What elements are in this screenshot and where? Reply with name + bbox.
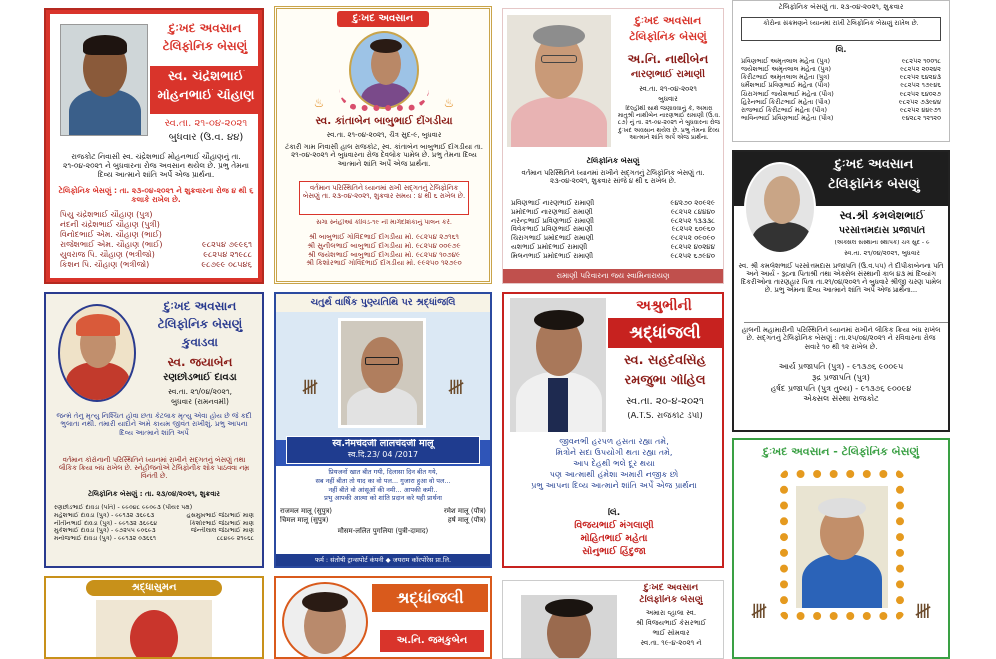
deceased-name: સ્વ.શ્રી કમલેશભાઈ (839, 210, 925, 222)
village-name: કુવાડવા (182, 336, 218, 349)
ad-title: દુઃખદ અવસાન (643, 583, 699, 593)
contact-text: ૯૮૨૫૨ ૭૩૯૪૪ (898, 97, 941, 106)
contact-row (50, 535, 258, 543)
contact-list (507, 199, 719, 260)
text-line: સોનુભાઈ હિંદુજા (582, 545, 646, 557)
memorial-quote: જન્મે તેનુ મૃત્યુ નિશ્ચિત હોવા છતા કેટલાક મૃત્યુ એવા હોય છે જે કદી ભુલાતા નથી. તમારી યાદોને અમે કાયમ જીવંત રાખીશું. પ્રભુ આપના દિવ્ય આત્માને શાંતિ અર્પે (56, 412, 252, 437)
contact-text: ૯૪૨૭૦ ૨૦૯૨૯ (670, 199, 715, 207)
contact-row (56, 240, 256, 250)
text-line: જીવનભી હરપળ હસતા રહ્યા તમે, (559, 436, 669, 446)
ad-footer: રામાણી પરિવારના જય સ્વામિનારાયણ (556, 271, 670, 280)
covid-note: સગા સ્નેહીઓ કોવિડ-૧૯ ની માર્ગદર્શિકાનું પાલન કરે. (316, 219, 452, 226)
contact-row (507, 225, 719, 234)
name-banner (380, 630, 484, 652)
memorial-poem (508, 436, 720, 491)
ad-title: શ્રદ્ધાસુમન (131, 582, 177, 593)
contact-text: ૯૮૨૫૨ ૪૦૨૪૪ (670, 242, 715, 251)
deceased-name: અ.નિ. નાથીબેન (627, 53, 709, 66)
portrait-photo (60, 24, 148, 136)
title-banner (86, 580, 222, 596)
deceased-surname: રમજુભા ગોહિલ (624, 374, 706, 388)
contact-text: ૯૮૨૫૨ ૬૪૨૪૩ (899, 73, 941, 82)
ad-subtitle: ટેલિફોનિક બેસણું (157, 318, 243, 331)
contact-row (737, 98, 945, 106)
contact-text: હસમુખભાઈ જેઠાભાઈ માણ (186, 511, 254, 519)
portrait-photo (507, 15, 611, 147)
besanu-notice: વર્તમાન કોરોનાની પરિસ્થિતિને ધ્યાનમાં રાખીને સદ્‌ગતનું બેસણું તથા લૌકિક ક્રિયા બંધ રાખેલ છે. સ્નેહીજનોએ ટેલિફોનીક શોક પાઠવવા નમ્ર વિનંતી છે. (58, 456, 250, 481)
obituary-ad-nathiben (502, 8, 724, 284)
contact-text: મહેશભાઈ દાવડા (પુત્ર) - ૯૯૧૩૨ ૩૬૯૬૩ (54, 511, 155, 519)
ad-body-line: અમારા વ્હાલા સ્વ. (645, 609, 697, 617)
contact-list (737, 57, 945, 122)
contact-row (737, 57, 945, 65)
deceased-surname: મોહનભાઈ ચૌહાણ (157, 88, 255, 103)
contact-text: શ્રી કિશોરભાઈ ગોવિંદભાઈ દોંગડીયા મો. ૯૯૨૫૦ ૧૨૭૯૦ (306, 259, 462, 268)
contact-text: કિરીટભાઈ અમૃતલાલ મહેતા (પુત્ર) (741, 73, 830, 82)
text-line: વિજયભાઈ મંગલાણી (574, 520, 654, 531)
obituary-ad-top-right (732, 0, 950, 142)
besanu-notice: વર્તમાન પરિસ્થિતિને ધ્યાનમાં રાખી સદ્‌ગતનું ટેલિફોનિક બેસણું તા. ૨૩-૦૪-૨૦૨૧, શુક્રવાર સમય : ૪ થી ૬ રાખેલ છે. (302, 184, 466, 201)
ad-body-line: ભાઈ સોમવાર (652, 629, 690, 637)
deceased-name: સ્વ. ચંદ્રેશભાઈ (168, 70, 244, 84)
flower-garland (339, 89, 429, 111)
contact-text: ૯૮૭૯૯ ૦૮૫૪૬ (201, 260, 252, 269)
portrait-photo (510, 298, 606, 432)
ad-body-text: દિલ્હીથી સાથે જણાવવાનું કે, અમારા માતુશ્રી નાથીબેન નારણભાઈ રામાણી (ઉ.વ. ૮૭) નું તા. ૨૧-૦૪-૨૦૨૧ ને બુધવારના રોજ દુઃખદ અવસાન થયેલ છે. પ્રભુ તેમના દિવ્ય આત્માને શાંતિ અર્પે એજ પ્રાર્થના. (617, 105, 721, 141)
contact-text: પ્રવિણભાઈ નારણભાઈ રામાણી (511, 199, 595, 207)
contact-text: જેન્તીલાલ જેઠાભાઈ માણ (190, 527, 254, 535)
text-line: પણ આત્માથી હંમેશા અમારી નજીક છો (549, 469, 679, 480)
besanu-notice: ટેલિફોનિક બેસણું તા. ૨૩-૦૪-૨૦૨૧, શુક્રવાર (778, 3, 904, 11)
contact-text: શ્રી જયેશભાઈ બાબુભાઈ દોંગડીયા મો. ૯૮૨૫૪ ૧૦૭૪૯ (307, 250, 461, 259)
deceased-surname: રણછોડભાઈ દાવડા (163, 372, 237, 383)
contact-text: યુવરાજ પિ. ચૌહાણ (ભત્રીજો) (60, 250, 155, 259)
contact-row (276, 516, 490, 525)
incense-icon: 𝍸 (447, 376, 465, 399)
contact-row (737, 114, 945, 122)
contact-row (285, 233, 483, 242)
contact-text: જયેશભાઈ અમૃતલાલ મહેતા (પુત્ર) (741, 65, 832, 74)
ad-header: ચતુર્થ વાર્ષિક પુણ્યતિથિ પર શ્રદ્ધાંજલિ (310, 297, 456, 308)
photo-panel (276, 312, 490, 440)
deceased-surname: પરસોત્તમદાસ પ્રજાપતિ (838, 226, 926, 236)
contact-row (737, 90, 945, 98)
contact-list (738, 362, 944, 405)
ad-title: શ્રદ્ધાંજલી (396, 588, 464, 607)
contact-row (507, 217, 719, 226)
contact-row (56, 220, 256, 230)
contact-row (285, 242, 483, 251)
contact-text: મનોજભાઈ દાવડા (પુત્ર) - ૯૯૧૩૨ ૦૩૬૬૧ (54, 535, 156, 542)
portrait-photo (58, 304, 136, 402)
section-heading: ટેલિફોનિક બેસણું (586, 157, 640, 165)
diya-icon: ♨ (443, 97, 455, 110)
contact-row (50, 504, 258, 512)
contact-row (507, 208, 719, 217)
contact-text: ૯૪૨૮૨ ૧૨૧૨૦ (901, 113, 941, 122)
contact-row (56, 260, 256, 270)
contact-text: ૯૮૨૫૨ ૬૭૯૪૦ (670, 251, 715, 260)
ad-title: દુઃખદ અવસાન - ટેલિફોનિક બેસણું (762, 446, 920, 458)
contact-text: મિલનભાઈ પ્રમોદભાઈ રામાણી (511, 251, 594, 260)
contact-row (737, 65, 945, 73)
death-date: સ્વ.તા. ૨૧-૦૪-૨૦૨૧ (164, 118, 248, 129)
text-line: આપ દેહથી ભલે દૂર થયા (573, 458, 655, 469)
contact-text: કિશન પિ. ચૌહાણ (ભત્રીજો) (60, 260, 150, 269)
obituary-ad-chandreshbhai (44, 8, 264, 284)
death-date: સ્વ.તા. ૨૦-૪-૨૦૨૧ (626, 396, 704, 407)
contact-text: ૯૮૨૫૨ ૮૪૪૪૦ (670, 207, 715, 216)
ad-body-line: શ્રી વિજયભાઈ કેસરભાઈ (635, 619, 707, 627)
portrait-photo (796, 486, 888, 608)
ad-inner-panel (50, 14, 258, 278)
obituary-ad-vijaybhai (502, 580, 724, 659)
contact-list (285, 233, 483, 268)
portrait-photo (521, 595, 617, 659)
contact-row (285, 251, 483, 260)
death-date: स्व.दि.23/ 04 /2017 (347, 449, 419, 459)
text-line: મિત્રોને સદા ઉપયોગી થતા રહ્યા તમે, (555, 447, 673, 458)
incense-icon: 𝍸 (750, 600, 768, 623)
contact-row (507, 199, 719, 208)
death-date: સ્વ.તા. ૨૧-૦૪-૨૦૨૧ (639, 85, 697, 93)
contact-text: ચિરાગભાઈ પ્રમોદભાઈ રામાણી (511, 234, 594, 242)
header-strip (276, 294, 490, 312)
deceased-name: અ.નિ. જમકુબેન (396, 635, 468, 646)
contact-text: શ્રી સુનીલભાઈ બાબુભાઈ દોંગડીયા મો. ૯૮૨૫૪ ૦૦૯૭૯ (307, 241, 461, 250)
contact-text: ૯૮૨૫૪ ૨૧૯૮૮ (203, 250, 252, 259)
text-line: મોહિતભાઈ મહેતા (580, 532, 648, 544)
ad-body-line: સ્વ.તા. ૧૯-૪-૨૦૨૧ ને (640, 639, 702, 647)
contact-row (50, 512, 258, 520)
contact-text: મુકેશભાઈ દાવડા (પુત્ર) - ૯૭૨૫૫ ૯૦૬૯૩ (54, 527, 156, 535)
contact-text: રાજભાઈ કિરીટભાઈ મહેતા (પૌત્ર) (741, 105, 828, 114)
text-line: પ્રભુ આપના દિવ્ય આત્માને શાંતિ અર્પે એજ પ્રાર્થના (531, 480, 697, 491)
text-line: આર્ય પ્રજાપતિ (પુત્ર) - ૯૧૩૭૬ ૯૦૦૯૫ (778, 362, 904, 371)
text-line: એક્સલ સંસ્થા રાજકોટ (803, 394, 879, 404)
poem-panel (276, 466, 490, 554)
text-line: सब नहीं बीता तो याद का वो पल... गुजारा हुआ वो पल... (315, 476, 451, 485)
text-line: नहीं बीते वो आंसूओं की नमी... आपकी कमी.. (328, 485, 438, 494)
deceased-name: સ્વ. કાંતાબેન બાબુભાઈ દોંગડીયા (315, 115, 453, 127)
contact-text: વિનોદભાઈ એમ. ચૌહાણ (ભાઈ) (60, 230, 162, 239)
text-line: प्रभु आपकी आत्मा को शांति प्रदान करे यही प्रार्थना (324, 494, 442, 503)
title-banner (337, 11, 429, 27)
covid-note: કોરોના સંક્રમણને ધ્યાનમાં રાખી ટેલિફોનિક બેસણું રાખેલ છે. (763, 19, 919, 27)
contact-row (56, 210, 256, 220)
incense-icon: 𝍸 (301, 376, 319, 399)
footer-strip (276, 554, 490, 566)
workplace: (A.T.S. રાજકોટ ડેપો) (627, 412, 703, 421)
contact-text: રણછોડભાઈ દાવડા (પતિ) - ૯૯૦૪૮ ૯૯૦૯૩ (પીયર પક્ષ) (54, 504, 193, 511)
ad-subtitle: ટેલિફોનિક બેસણું (828, 178, 920, 192)
ad-title: અશ્રુભીની (636, 298, 692, 314)
death-day: બુધવાર (658, 95, 678, 103)
tribute-ad-shraddhasuman (44, 576, 264, 659)
hindi-tribute-ad-nemchandji (274, 292, 492, 568)
ad-title: દુઃખદ અવસાન (163, 300, 237, 313)
contact-text: ૯૮૨૫૨ ૦૯૦૯૦ (671, 234, 715, 242)
contact-text: ધર્મેશભાઈ પ્રવિણભાઈ મહેતા (પૌત્ર) (741, 81, 830, 90)
text-line: प्रियजनों खात बीत गयी, दिलासा दिन बीत गये, (328, 468, 438, 476)
contact-row (737, 81, 945, 89)
contact-text: પ્રમોદભાઈ નારણભાઈ રામાણી (511, 207, 593, 216)
contact-list (276, 507, 490, 525)
contact-text: પિયુ ચંદ્રેશભાઈ ચૌહાણ (પુત્ર) (60, 210, 153, 219)
tribute-ad-sahdevsinh (502, 292, 724, 568)
signer-list (508, 520, 720, 558)
portrait-photo (744, 162, 816, 254)
ad-title: દુઃખદ અવસાન (834, 158, 914, 172)
obituary-ad-kantaben (274, 6, 492, 284)
tribute-ad-jamkuben (274, 576, 492, 659)
signoff-label: લિ. (835, 45, 847, 54)
title-banner (608, 318, 722, 348)
diya-icon: ♨ (313, 97, 325, 110)
contact-text: चिमल मालू (सुपुत्र) (280, 515, 329, 524)
portrait-photo (96, 600, 212, 659)
section-divider (744, 322, 950, 323)
death-day: બુધવાર (ઉ.વ. ૪૪) (168, 132, 244, 143)
contact-row (737, 106, 945, 114)
death-day: બુધવાર (રામનવમી) (171, 398, 229, 406)
ad-title: દુઃખદ અવસાન (168, 22, 242, 35)
contact-row (56, 230, 256, 240)
ad-footer: फर्म : संतोषी ट्रान्सपोर्ट कंपनी ◆ जयराम कॉरपोरेस प्रा.लि. (314, 556, 452, 564)
ad-title: દુઃખદ અવસાન (634, 15, 702, 27)
contact-text: रमेश मालू (पौत्र) (443, 507, 486, 516)
name-banner (150, 66, 262, 114)
memorial-poem (276, 466, 490, 503)
deceased-name: સ્વ. જયાબેન (167, 356, 233, 369)
contact-row (737, 73, 945, 81)
deceased-surname: નારણભાઈ રામાણી (630, 69, 706, 80)
name-banner (286, 436, 480, 464)
contact-row (507, 243, 719, 252)
title-banner (372, 584, 488, 612)
contact-row (507, 252, 719, 261)
ad-body-text: સ્વ. શ્રી કમલેશભાઈ પરસોત્તમદાસ પ્રજાપતિ (ઉ.વ.૫૫) તે દીપીકાબેનના પતિ અને આર્ય - રૂદ્રના પિતાશ્રી તથા એક્સેલ સંસ્થાની કાલ ૪૩ માં દિવ્યાંગ દિકરીઓના તારણહાર પિતા તા.૨૧/૦૪/૨૦૨૧ ને બુધવારે શ્રીજી ચરણ પામેલ છે. પ્રભુ એમના દિવ્ય આત્માને શાંતિ અર્પે એજ પ્રાર્થના... (738, 262, 944, 295)
contact-text: નીતીનભાઈ દાવડા (પુત્ર) - ૯૯૧૩૨ ૩૬૯૬૪ (54, 519, 158, 527)
family-line: मौसम-ललित पुगलिया (पुत्री-दामाद) (337, 526, 429, 535)
contact-text: ૯૮૨૫૨ ૧૩૩૩૮ (670, 216, 715, 225)
ad-body-text: ટંકારી ગામ નિવાસી હાલ રાજકોટ, સ્વ. કાંતાબેન બાબુભાઈ દોંગડીયા તા. ૨૧-૦૪-૨૦૨૧ ને બુધવારના રોજ દેવલોક પામેલ છે. પ્રભુ તેમના દિવ્ય આત્માને શાંતિ અર્પે એજ પ્રાર્થના. (285, 143, 483, 168)
ad-subtitle: ટેલિફોનિક બેસણું (639, 595, 703, 605)
contact-text: राजमल मालू (सुपुत्र) (280, 507, 333, 516)
portrait-photo (282, 582, 368, 659)
besanu-notice: હાલની મહામારીની પરિસ્થિતિને ધ્યાનમાં રાખીને લૌકિક ક્રિયા બંધ રાખેલ છે. સદ્‌ગતનું ટેલિફોનિક બેસણું : તા.૨૫/૦૪/૨૦૨૧ ને રવિવારના રોજ સવારે ૧૦ થી ૧૨ રાખેલ છે. (741, 326, 941, 351)
contact-text: વિવેકભાઈ પ્રવિણભાઈ રામાણી (511, 225, 593, 234)
obituary-ad-bottom-right (732, 438, 950, 659)
contact-text: ૯૮૨૫૪ ૭૯૯૬૧ (201, 240, 252, 249)
contact-list (56, 210, 256, 270)
contact-row (56, 250, 256, 260)
text-line: હર્ષદ પ્રજાપતિ (પુત્ર તુલ્ય) - ૯૧૩૭૬ ૯૦૦૯૪ (770, 383, 912, 393)
contact-text: ૯૮૨૫૨ ૨૦૨૪૨ (900, 65, 941, 74)
ad-subtitle: શ્રદ્ધાંજલી (629, 323, 701, 343)
contact-text: શ્રી બાબુભાઈ ગોવિંદભાઈ દોંગડીયા મો. ૯૮૨૫૪ ૨૭૧૬૧ (309, 233, 459, 241)
contact-text: ભાવિનભાઈ પ્રવિણભાઈ મહેતા (પૌત્ર) (741, 113, 834, 122)
text-line: રૂદ્ર પ્રજાપતિ (પુત્ર) (812, 372, 870, 382)
death-date: સ્વ.તા. ૨૧/૦૪/૨૦૨૧, બુધવાર (844, 250, 920, 257)
contact-text: રાજેશભાઈ એમ. ચૌહાણ (ભાઈ) (60, 240, 163, 249)
contact-text: ૯૮૨૫૨ ૬૦૯૬૦ (671, 225, 715, 234)
contact-row (276, 507, 490, 516)
death-date: સ્વ.તા. ૨૧/૦૪/૨૦૨૧, (167, 388, 233, 396)
death-date: સ્વ.તા. ૨૧-૦૪-૨૦૨૧, ચૈત્ર સુદ-૯, બુધવાર (326, 131, 442, 139)
incense-icon: 𝍸 (914, 600, 932, 623)
contact-row (507, 234, 719, 243)
notice-box (741, 17, 941, 41)
deceased-name: સ્વ. સહદેવસિંહ (624, 354, 706, 368)
contact-text: નરેન્દ્રભાઈ પ્રવિણભાઈ રામાણી (511, 216, 595, 225)
contact-text: યશભાઈ પ્રમોદભાઈ રામાણી (511, 242, 588, 251)
contact-text: હિરેનભાઈ કિરીટભાઈ મહેતા (પૌત્ર) (741, 97, 831, 106)
signoff-label: લિ. (607, 508, 621, 518)
contact-text: हर्ष मालू (पौत्र) (447, 515, 486, 524)
contact-row (50, 527, 258, 535)
contact-text: ૯૮૨૫૨ ૪૪૯૭૧ (899, 105, 941, 114)
contact-list (50, 504, 258, 543)
contact-text: પ્રવિણભાઈ અમૃતલાલ મહેતા (પુત્ર) (741, 57, 830, 65)
contact-text: નંદની ચંદ્રેશભાઈ ચૌહાણ (પુત્રી) (60, 220, 160, 229)
contact-text: ૯૮૨૫૨ ૧૦૦૧૮ (901, 57, 941, 65)
contact-text: કિશોરભાઈ જેઠાભાઈ માણ (190, 519, 254, 527)
portrait-photo (338, 318, 426, 428)
contact-text: ૮૮૪૯૯ ૨૧૯૬૮ (216, 535, 254, 542)
besanu-date: ટેલિફોનિક બેસણું : તા. ૨૩/૦૪/૨૦૨૧, શુક્રવાર (88, 490, 220, 498)
footer-banner (503, 269, 723, 283)
besanu-notice: વર્તમાન પરિસ્થિતિને ધ્યાનમાં રાખીને સદ્‌ગતનું ટેલિફોનિક બેસણું તા. ૨૩-૦૪-૨૦૨૧, શુક્રવાર સાંજે ૪ થી ૬ રાખેલ છે. (521, 169, 705, 186)
contact-row (50, 520, 258, 528)
contact-text: ૯૮૨૫૨ ૧૭૯૪૬ (900, 81, 941, 90)
ad-subtitle: ટેલિફોનિક બેસણું (629, 31, 707, 43)
ad-title: દુઃખદ અવસાન (352, 13, 414, 24)
contact-row (285, 259, 483, 268)
deceased-tagline: (એક્સેલ સંસ્થાના સ્થાપક) ચૈત્ર સુદ - ૯ (834, 240, 930, 246)
notice-box (299, 181, 469, 215)
ad-subtitle: ટેલિફોનિક બેસણું (162, 40, 248, 53)
obituary-ad-jayaben (44, 292, 264, 568)
contact-text: ચિરાગભાઈ જયેશભાઈ મહેતા (પૌત્ર) (741, 89, 834, 98)
contact-text: ૯૮૨૫૨ ૬૪૦૨૭ (899, 89, 941, 98)
besanu-notice: ટેલિફોનિક બેસણું : તા. ૨૩-૦૪-૨૦૨૧ ને શુક્રવારના રોજ ૪ થી ૬ કલાકે રાખેલ છે. (58, 186, 254, 204)
ad-body-text: રાજકોટ નિવાસી સ્વ. ચંદ્રેશભાઈ મોહનભાઈ ચૌહાણનું તા. ૨૧-૦૪-૨૦૨૧ ને બુધવારના રોજ અવસાન થયેલ છે. પ્રભુ તેમના દિવ્ય આત્માને શાંતિ અર્પે એજ પ્રાર્થના. (63, 152, 249, 179)
obituary-ad-kamleshbhai (732, 150, 950, 432)
deceased-name: स्व.नेमचंदजी लालचंदजी मालू (332, 439, 434, 449)
